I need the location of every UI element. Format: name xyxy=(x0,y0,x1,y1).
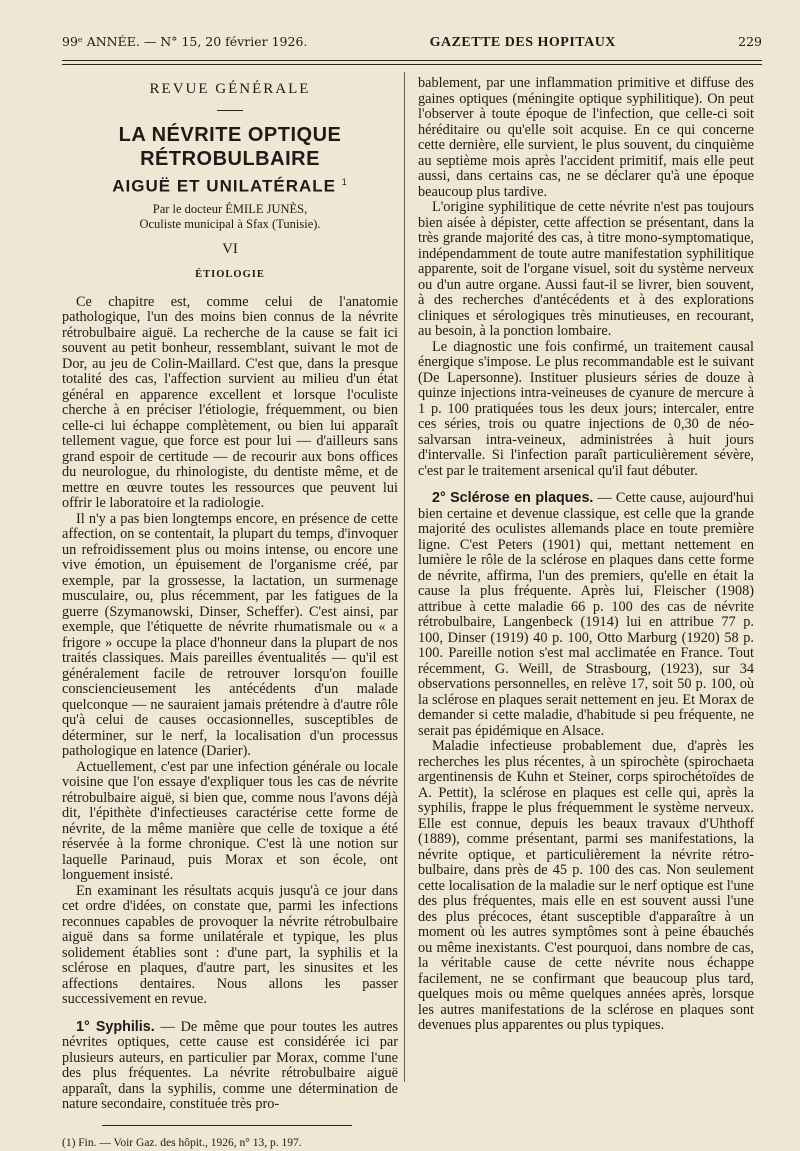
chapter-number: VI xyxy=(222,240,238,257)
paragraph: Il n'y a pas bien longtemps encore, en présence de cette affection, on se contentait, la plupart du temps, d'invoquer un refroidissement plus ou moins intense, ou encore une vive émotion, un épuisement de l'organisme créé, par exemple, par la grossesse, la lactation, un surmenage musculaire, ou, plus récemment, par les fatigues de la guerre (Szymanowski, Dinser, Scheffer). C'est ainsi, par exemple, que l'étiquette de névrite rhumatismale ou « a frigore » occupe la place d'honneur dans la plupart de nos traités classiques. Mais pareilles éventualités — qu'il est généralement facile de retrouver lorsqu'on fouille consciencieusement les antécédents d'un malade quelconque — ne sauraient jamais prétendre à d'autre rôle qu'à celui de causes occasionnelles, susceptibles de déterminer, sur le nerf, la localisation d'un processus pathologique en latence (Darier). xyxy=(62,510,398,760)
paragraph: bablement, par une inflammation primitive et diffuse des gaines optiques (méningite optique syphilitique). On peut l'observer à toute époque de l'infection, que celle-ci soit héréditaire ou qu'elle soit acquise. En ce qui concerne cette dernière, elle survient, le plus souvent, du cinquième au septième mois après l'accident primitif, mais elle peut aussi, dans certains cas, ne se déclarer qu'à une époque beaucoup plus tardive. xyxy=(418,75,754,200)
paragraph: Maladie infectieuse probablement due, d'après les recherches les plus récentes, à un spirochète (spirochaeta argentinensis de Kuhn et Steiner, corps spirochétoïdes de A. Pettit), la sclérose en plaques est celle qui, après la syphilis, frappe le plus fréquemment le système nerveux. Elle est connue, depuis les beaux travaux d'Uhthoff (1889), comme présentant, parmi ses manifestations, la névrite optique, et particulièrement la névrite rétro-bulbaire, dans près de 45 p. 100 des cas. Non seulement cette localisation de la maladie sur le nerf optique est l'une des plus fréquentes, mais elle en est souvent aussi l'une des plus précoces, étant susceptible d'apparaître à un moment où les autres symptômes sont à peine ébauchés ou même inexistants. C'est pourquoi, dans nombre de cas, la véritable cause de cette névrite nous échappe facilement, ne se confirmant que beaucoup plus tard, quelques mois ou même quelques années après, lorsque les autres manifestations de la sclérose en plaques sont devenues plus apparentes ou plus typiques. xyxy=(418,738,754,1033)
article-title: LA NÉVRITE OPTIQUE RÉTROBULBAIRE xyxy=(118,123,342,170)
paragraph-sclerose xyxy=(418,491,754,739)
byline xyxy=(62,202,398,232)
divider xyxy=(217,110,243,111)
paragraph: L'origine syphilitique de cette névrite n'est pas toujours bien aisée à dépister, cette affection se présentant, dans la très grande majorité des cas, à titre mono-symptomatique, indépendamment de toute autre manifestation syphilitique apparente, soit de l'organe visuel, soit du système nerveux ou d'un autre organe. Aussi faut-il se livrer, bien souvent, à des recherches d'antécédents et à des explorations cliniques et sérologiques très minutieuses, en recourant, au besoin, à la ponction lombaire. xyxy=(418,199,754,339)
footnote-rule xyxy=(102,1125,352,1126)
author-role: Oculiste municipal à Sfax (Tunisie). xyxy=(139,216,321,231)
paragraph: En examinant les résultats acquis jusqu'à ce jour dans cet ordre d'idées, on constate que, parmi les infections reconnues capables de provoquer la névrite rétrobulbaire aiguë dans sa forme unilatérale et typique, les plus solidement établies sont : d'une part, la syphilis et la sclérose en plaques, d'autre part, les sinusites et les affections dentaires. Nous allons les passer successivement en revue. xyxy=(62,882,398,1008)
paragraph: Actuellement, c'est par une infection générale ou locale voisine que l'on essaye d'expliquer tous les cas de névrite rétrobulbaire aiguë, si bien que, comme nous l'avons déjà dit, l'épithète d'infectieuses caractérise cette forme de névrite, de la même manière que celle de toxique a été réservée à la forme chronique. C'est là une notion sur laquelle Parinaud, puis Morax et son école, ont longuement insisté. xyxy=(62,758,398,884)
subtitle-text: AIGUË ET UNILATÉRALE xyxy=(112,176,336,196)
paragraph: Le diagnostic une fois confirmé, un traitement causal énergique s'impose. Le plus recommandable est le suivant (De Lapersonne). Instituer plusieurs séries de douze à quinze injections intra-veineuses de cyanure de mercure à 1 p. 100 pratiquées tous les deux jours; intercaler, entre ces séries, trois ou quatre injections de 0,30 de néo-salvarsan intra-veineux, administrées à huit jours d'intervalle. Si l'infection paraît particulièrement sévère, c'est par le traitement arsenical qu'il faut débuter. xyxy=(418,338,754,479)
section-label: REVUE GÉNÉRALE xyxy=(149,81,311,97)
title-note-ref: 1 xyxy=(341,176,348,187)
journal-title: GAZETTE DES HOPITAUX xyxy=(429,35,616,50)
chapter-title: ÉTIOLOGIE xyxy=(195,269,265,281)
column-divider xyxy=(404,72,405,1082)
footnote: (1) Fin. — Voir Gaz. des hôpit., 1926, n° 13, p. 197. xyxy=(62,1136,302,1149)
article-subtitle xyxy=(62,175,398,194)
paragraph-syphilis xyxy=(62,1020,398,1113)
page-number: 229 xyxy=(738,34,762,49)
subheading-syphilis: 1° Syphilis. xyxy=(76,1018,155,1035)
sclerose-text: — Cette cause, aujourd'hui bien certaine et devenue classique, est celle que la grande majorité des oculistes allemands place en toute première ligne. C'est Peters (1901) qui, mettant nettement en lumière le rôle de la sclérose en plaques dans cette forme de névrite, affirma, l'un des premiers, qu'elle en était la cause la plus fréquente. Après lui, Fleischer (1908) attribue à cette maladie 66 p. 100 des cas de névrite rétrobulbaire, Langenbeck (1914) lui en attribue 77 p. 100, Dinser (1919) 40 p. 100, Otto Marburg (1920) 58 p. 100. Pareille notion s'est mal acclimatée en France. Tout récemment, G. Weill, de Strasbourg, (1923), sur 34 observations personnelles, en relève 17, soit 50 p. 100, où la sclérose en plaques serait nettement en jeu. Et Morax de demander si cette maladie, d'habitude si peu fréquente, ne serait pas épidémique en Alsace. xyxy=(418,490,754,739)
right-column xyxy=(418,76,754,1034)
paragraph: Ce chapitre est, comme celui de l'anatomie pathologique, l'un des moins bien connus de la névrite rétrobulbaire aiguë. La recherche de la cause se fait ici souvent au petit bonheur, ressemblant, suivant le mot de Dor, au jeu de Colin-Maillard. C'est que, dans la presque totalité des cas, l'affection survient au milieu d'un état général en apparence excellent et lorsque l'oculiste cherche à en préciser l'étiologie, fréquemment, ou bien celle-ci lui échappe complètement, ou bien lui apparaît tellement vague, que force est pour lui — d'ailleurs sans grand espoir de certitude — de recourir aux bons offices du neurologue, du rhinologiste, du dentiste même, et de mettre en œuvre toutes les ressources que peuvent lui offrir le laboratoire et la radiologie. xyxy=(62,293,398,512)
left-column xyxy=(62,76,398,1151)
author: Par le docteur ÉMILE JUNÈS, xyxy=(152,201,308,216)
header-rule-top xyxy=(62,60,762,61)
page-header xyxy=(62,34,762,56)
issue-line: 99ᵉ ANNÉE. — N° 15, 20 février 1926. xyxy=(62,34,308,49)
header-rule-bottom xyxy=(62,64,762,65)
subheading-sclerose: 2° Sclérose en plaques. xyxy=(432,490,594,506)
syphilis-text: — De même que pour toutes les autres névrites optiques, cette cause est considérée ici par plusieurs auteurs, en particulier par Morax, comme l'une des plus fréquentes. La névrite rétrobulbaire aiguë apparaît, dans la syphilis, comme une détermination de nature secondaire, constituée très pro- xyxy=(62,1018,399,1113)
